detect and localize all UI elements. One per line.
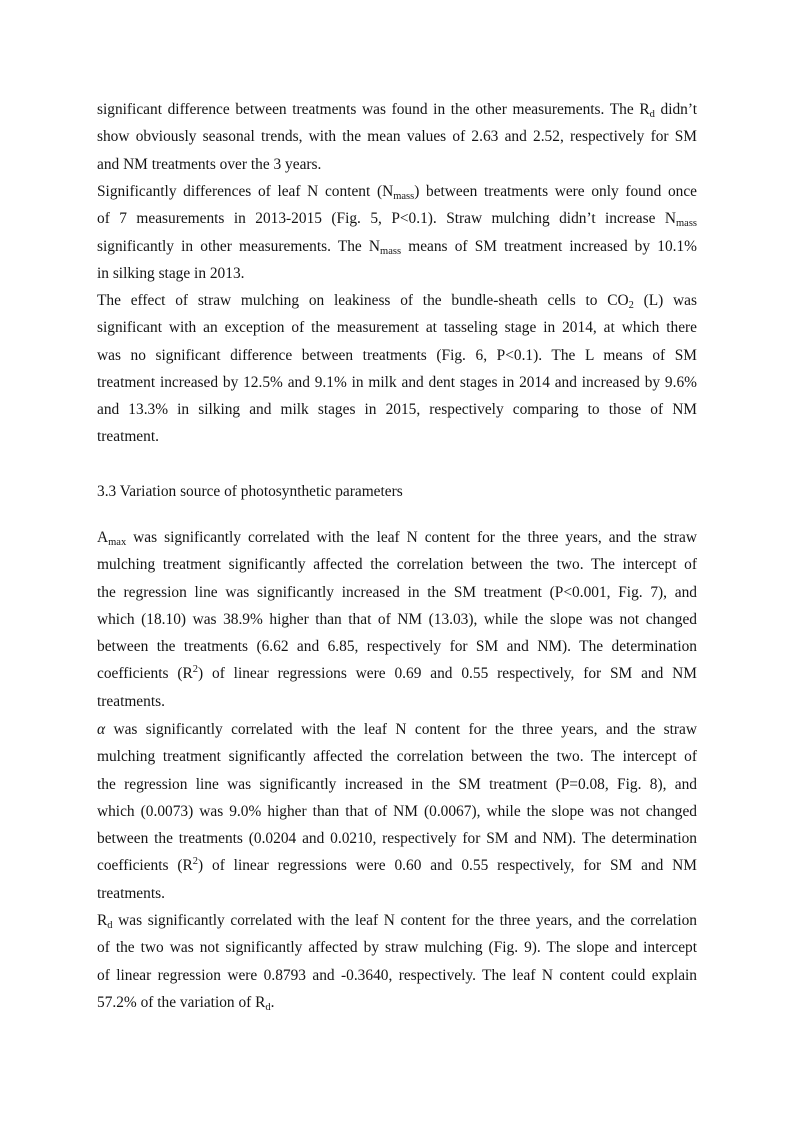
- text-line: between the treatments (6.62 and 6.85, respectively for SM and NM). The determination: [97, 638, 697, 656]
- text-line: treatments.: [97, 692, 165, 710]
- text-line: mulching treatment significantly affected the correlation between the two. The intercept of: [97, 556, 697, 574]
- text-line: which (18.10) was 38.9% higher than that of NM (13.03), while the slope was not changed: [97, 610, 697, 628]
- paragraph-rd-correlation: [97, 907, 697, 1016]
- text-line: significant difference between treatments was found in the other measurements. The $R_d$ didn’t: [97, 101, 697, 120]
- text-line: of linear regression were 0.8793 and -0.3640, respectively. The leaf N content could explain: [97, 966, 697, 984]
- text-line: treatments.: [97, 884, 165, 902]
- text-line: α was significantly correlated with the leaf N content for the three years, and the straw: [97, 721, 697, 738]
- paragraph-leaf-n-content: [97, 178, 697, 287]
- text-line: which (0.0073) was 9.0% higher than that of NM (0.0067), while the slope was not changed: [97, 802, 697, 820]
- text-line: treatment increased by 12.5% and 9.1% in milk and dent stages in 2014 and increased by 9.6%: [97, 373, 697, 391]
- text-line: 57.2% of the variation of $R_d$.: [97, 993, 275, 1013]
- text-line: coefficients $(R^2)$ of linear regressions were 0.60 and 0.55 respectively, for SM and NM: [97, 856, 697, 875]
- text-line: of 7 measurements in 2013-2015 (Fig. 5, P<0.1). Straw mulching didn’t increase $N_{mass}$: [97, 210, 697, 230]
- section-heading: 3.3 Variation source of photosynthetic parameters: [97, 483, 403, 500]
- text-line: show obviously seasonal trends, with the mean values of 2.63 and 2.52, respectively for SM: [97, 128, 697, 146]
- text-line: between the treatments (0.0204 and 0.0210, respectively for SM and NM). The determination: [97, 830, 697, 848]
- text-line: and 13.3% in silking and milk stages in 2015, respectively comparing to those of NM: [97, 401, 697, 419]
- text-line: of the two was not significantly affected by straw mulching (Fig. 9). The slope and intercept: [97, 939, 697, 957]
- text-line: the regression line was significantly increased in the SM treatment (P<0.001, Fig. 7), and: [97, 583, 697, 601]
- paragraph-leakiness: [97, 287, 697, 451]
- paragraph-rd-seasonal: [97, 96, 697, 178]
- text-line: in silking stage in 2013.: [97, 264, 245, 282]
- text-line: the regression line was significantly increased in the SM treatment (P=0.08, Fig. 8), and: [97, 775, 697, 793]
- text-line: Significantly differences of leaf N content $(N_{mass})$ between treatments were only found once: [97, 183, 697, 202]
- text-line: and NM treatments over the 3 years.: [97, 155, 322, 173]
- text-line: mulching treatment significantly affected the correlation between the two. The intercept of: [97, 748, 697, 766]
- text-line: treatment.: [97, 428, 159, 446]
- paragraph-amax: [97, 524, 697, 715]
- text-line: coefficients $(R^2)$ of linear regressions were 0.69 and 0.55 respectively, for SM and NM: [97, 664, 697, 683]
- text-line: was no significant difference between treatments (Fig. 6, P<0.1). The L means of SM: [97, 346, 697, 364]
- text-line: $A_{max}$ was significantly correlated with the leaf N content for the three years, and the straw: [97, 529, 697, 548]
- text-line: The effect of straw mulching on leakiness of the bundle-sheath cells to $CO_2$ (L) was: [97, 292, 697, 311]
- text-line: $R_d$ was significantly correlated with the leaf N content for the three years, and the correlation: [97, 912, 697, 931]
- text-line: significantly in other measurements. The $N_{mass}$ means of SM treatment increased by 10.1%: [97, 237, 697, 257]
- paragraph-alpha: [97, 716, 697, 907]
- text-line: significant with an exception of the measurement at tasseling stage in 2014, at which there: [97, 319, 697, 337]
